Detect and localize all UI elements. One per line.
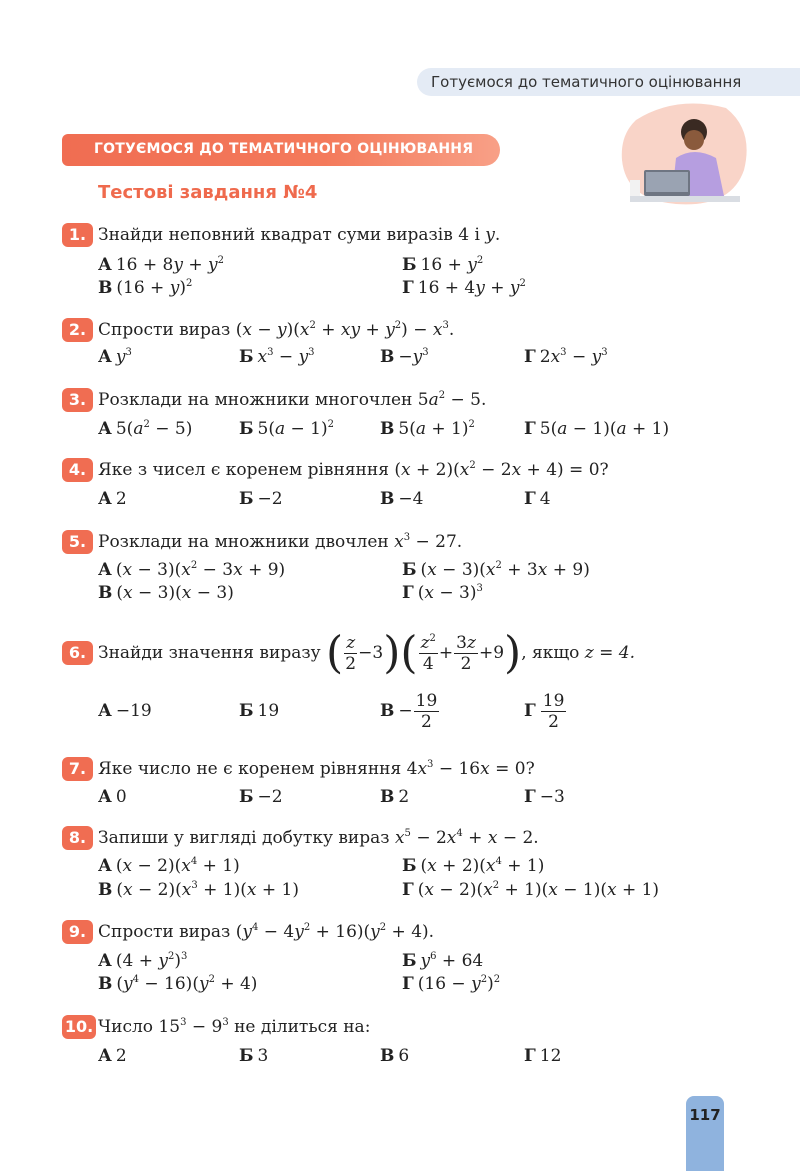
question-5	[62, 530, 782, 610]
option-v[interactable]: В (x − 3)(x − 3)	[98, 583, 234, 603]
option-b[interactable]: Б 19	[239, 701, 280, 721]
question-text: Розклади на множники двочлен $x^3 - 27$.	[98, 532, 463, 552]
question-1	[62, 223, 782, 303]
section-banner	[62, 134, 500, 166]
question-2	[62, 318, 782, 378]
option-b[interactable]: Б 3	[239, 1046, 269, 1066]
question-text: Знайди значення виразу ( $\frac{z}{2}$ −3)( $\frac{z^2}{4}$ + $\frac{3z}{2}$ +9), якщо z = 4.	[98, 627, 636, 679]
option-v[interactable]: В $(16 + y)^2$	[98, 278, 193, 298]
section-banner-title: ГОТУЄМОСЯ ДО ТЕМАТИЧНОГО ОЦІНЮВАННЯ	[94, 141, 474, 157]
option-a[interactable]: А 2	[98, 1046, 127, 1066]
question-text: Розклади на множники многочлен $5a^2 - 5$.	[98, 390, 487, 410]
option-v[interactable]: В $5(a + 1)^2$	[380, 419, 475, 439]
question-text: Спрости вираз $(x - y)(x^2$ + xy + $y^2) - x^3$.	[98, 320, 455, 340]
option-b[interactable]: Б $(x - 3)(x^2 + 3x + 9)$	[402, 560, 590, 580]
option-b[interactable]: Б $16 + y^2$	[402, 255, 484, 275]
question-6	[62, 623, 782, 743]
option-g[interactable]: Г $(16 - y^2)^2$	[402, 974, 501, 994]
option-g[interactable]: Г 12	[524, 1046, 562, 1066]
option-g[interactable]: Г −3	[524, 787, 565, 807]
question-number: 1.	[62, 223, 93, 247]
option-b[interactable]: Б −2	[239, 489, 283, 509]
test-title: Тестові завдання №4	[98, 182, 318, 203]
question-number: 7.	[62, 757, 93, 781]
question-8	[62, 826, 782, 906]
question-number: 9.	[62, 920, 93, 944]
question-3	[62, 388, 782, 448]
option-g[interactable]: Г $\frac{19}{2}$	[524, 691, 565, 732]
option-a[interactable]: А $(4 + y^2)^3$	[98, 951, 188, 971]
question-7	[62, 757, 782, 817]
question-number: 4.	[62, 458, 93, 482]
question-text: Спрости вираз $(y^4 - 4y^2 + 16)(y^2 + 4)$.	[98, 922, 435, 942]
running-header-title: Готуємося до тематичного оцінювання	[431, 73, 742, 91]
option-v[interactable]: В $(y^4 - 16)(y^2 + 4)$	[98, 974, 258, 994]
option-b[interactable]: Б $(x + 2)(x^4 + 1)$	[402, 856, 545, 876]
option-a[interactable]: А $(x - 3)(x^2 - 3x + 9)$	[98, 560, 286, 580]
question-text: Запиши у вигляді добутку вираз $x^5 - 2x^4 + x - 2$.	[98, 828, 539, 848]
option-v[interactable]: В −4	[380, 489, 424, 509]
option-v[interactable]: В 2	[380, 787, 410, 807]
option-g[interactable]: Г 5(a − 1)(a + 1)	[524, 419, 670, 439]
option-g[interactable]: Г $16 + 4y + y^2$	[402, 278, 526, 298]
question-text: Яке число не є коренем рівняння $4x^3 - 16x = 0$?	[98, 759, 535, 779]
running-header	[417, 68, 800, 96]
option-a[interactable]: А $16 + 8y + y^2$	[98, 255, 225, 275]
option-g[interactable]: Г $(x - 3)^3$	[402, 583, 483, 603]
page-number	[686, 1096, 724, 1171]
option-a[interactable]: А 0	[98, 787, 127, 807]
option-a[interactable]: А 2	[98, 489, 127, 509]
question-number: 6.	[62, 641, 93, 665]
option-v[interactable]: $В -y^3$	[380, 347, 429, 367]
option-v[interactable]: В − $\frac{19}{2}$	[380, 691, 438, 732]
student-photo	[616, 100, 750, 208]
option-b[interactable]: Б $y^6 + 64$	[402, 951, 484, 971]
option-b[interactable]: Б $5(a - 1)^2$	[239, 419, 334, 439]
question-text: Знайди неповний квадрат суми виразів 4 і y.	[98, 225, 501, 245]
option-v[interactable]: В 6	[380, 1046, 410, 1066]
question-number: 3.	[62, 388, 93, 412]
option-g[interactable]: Г 4	[524, 489, 551, 509]
question-number: 2.	[62, 318, 93, 342]
option-a[interactable]: А $(x - 2)(x^4 + 1)$	[98, 856, 240, 876]
page-number-label: 117	[689, 1106, 721, 1124]
option-a[interactable]: А −19	[98, 701, 152, 721]
question-text: Число $15^3 - 9^3$ не ділиться на:	[98, 1017, 371, 1037]
option-g[interactable]: Г $(x - 2)(x^2 + 1)(x - 1)(x + 1)$	[402, 880, 660, 900]
option-a[interactable]: А $5(a^2 - 5)$	[98, 419, 193, 439]
question-text: Яке з чисел є коренем рівняння $(x + 2)(x^2 - 2x + 4) = 0$?	[98, 460, 609, 480]
question-number: 10.	[62, 1015, 96, 1039]
question-10	[62, 1015, 782, 1075]
option-b[interactable]: Б $x^3 - y^3$	[239, 347, 315, 367]
option-g[interactable]: Г $2x^3 - y^3$	[524, 347, 608, 367]
question-number: 5.	[62, 530, 93, 554]
question-9	[62, 920, 782, 1000]
question-number: 8.	[62, 826, 93, 850]
option-v[interactable]: В $(x - 2)(x^3 + 1)(x + 1)$	[98, 880, 299, 900]
question-4	[62, 458, 782, 518]
option-b[interactable]: Б −2	[239, 787, 283, 807]
option-a[interactable]: А $y^3$	[98, 347, 132, 367]
